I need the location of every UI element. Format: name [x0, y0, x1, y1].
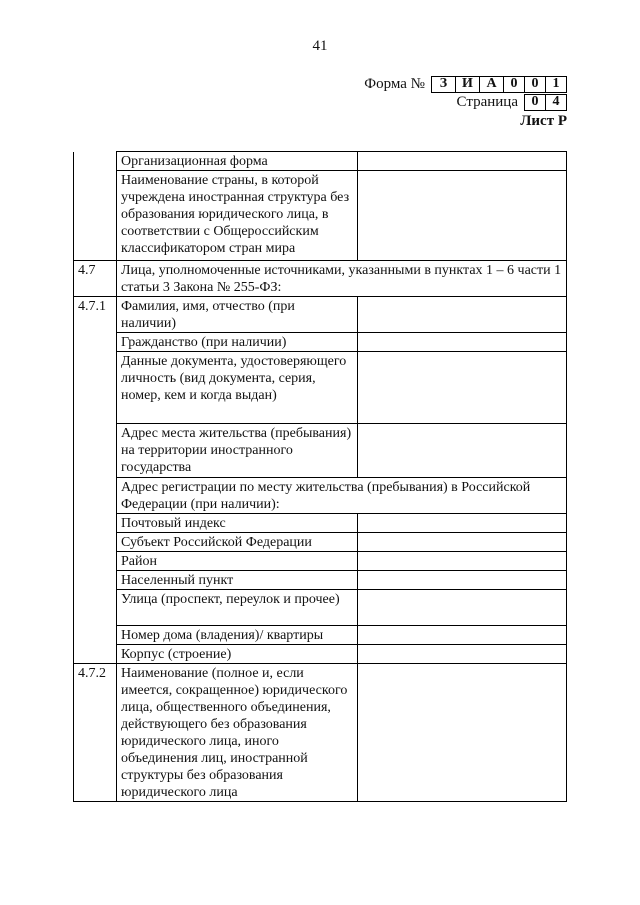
item-number: 4.7.1 — [74, 297, 117, 664]
item-number-cell — [74, 152, 117, 171]
field-label: Субъект Российской Федерации — [117, 533, 358, 552]
field-label: Улица (проспект, переулок и прочее) — [117, 590, 358, 626]
page-code-row — [307, 93, 567, 111]
table-row — [74, 352, 567, 424]
value-cell[interactable] — [358, 424, 567, 478]
form-header — [307, 75, 567, 130]
value-cell[interactable] — [358, 297, 567, 333]
form-number-row — [307, 75, 567, 93]
item-number: 4.7.2 — [74, 664, 117, 802]
value-cell[interactable] — [358, 571, 567, 590]
field-label: Адрес места жительства (пребывания) на территории иностранного государства — [117, 424, 358, 478]
field-label: Наименование страны, в которой учреждена иностранная структура без образования юридического лица, в соответствии с Общероссийским классификатором стран мира — [117, 171, 358, 261]
table-row — [74, 552, 567, 571]
page-number: 41 — [312, 38, 328, 54]
value-cell[interactable] — [358, 552, 567, 571]
value-cell[interactable] — [358, 152, 567, 171]
table-row — [74, 571, 567, 590]
subsection-heading: Адрес регистрации по месту жительства (пребывания) в Российской Федерации (при наличии): — [117, 478, 567, 514]
form-table — [73, 151, 567, 802]
field-label: Данные документа, удостоверяющего личность (вид документа, серия, номер, кем и когда выдан) — [117, 352, 358, 424]
section-heading: Лица, уполномоченные источниками, указанными в пунктах 1 – 6 части 1 статьи 3 Закона № 255-ФЗ: — [117, 261, 567, 297]
item-number: 4.7 — [74, 261, 117, 297]
form-code-cell: 0 — [525, 76, 546, 93]
form-code-cell: И — [456, 76, 480, 93]
table-row — [74, 333, 567, 352]
item-number-cell — [74, 171, 117, 261]
form-code-cell: 0 — [504, 76, 525, 93]
field-label: Гражданство (при наличии) — [117, 333, 358, 352]
table-row — [74, 590, 567, 626]
table-row — [74, 645, 567, 664]
form-code-cell: А — [480, 76, 504, 93]
page-code-cell: 4 — [546, 94, 567, 111]
table-row — [74, 171, 567, 261]
value-cell[interactable] — [358, 352, 567, 424]
table-row — [74, 626, 567, 645]
page-code-label: Страница — [456, 93, 518, 110]
table-row — [74, 514, 567, 533]
value-cell[interactable] — [358, 626, 567, 645]
value-cell[interactable] — [358, 664, 567, 802]
field-label: Корпус (строение) — [117, 645, 358, 664]
field-label: Номер дома (владения)/ квартиры — [117, 626, 358, 645]
value-cell[interactable] — [358, 514, 567, 533]
table-row — [74, 478, 567, 514]
form-code-cell: 1 — [546, 76, 567, 93]
value-cell[interactable] — [358, 645, 567, 664]
table-row — [74, 664, 567, 802]
value-cell[interactable] — [358, 171, 567, 261]
form-number-label: Форма № — [364, 75, 425, 92]
form-code-cells — [431, 76, 567, 93]
field-label: Организационная форма — [117, 152, 358, 171]
value-cell[interactable] — [358, 333, 567, 352]
table-row — [74, 297, 567, 333]
value-cell[interactable] — [358, 590, 567, 626]
table-row — [74, 424, 567, 478]
field-label: Фамилия, имя, отчество (при наличии) — [117, 297, 358, 333]
field-label: Район — [117, 552, 358, 571]
page-code-cells — [524, 94, 567, 111]
form-code-cell: З — [432, 76, 456, 93]
table-row — [74, 152, 567, 171]
field-label: Почтовый индекс — [117, 514, 358, 533]
sheet-label: Лист Р — [520, 113, 567, 129]
table-row — [74, 533, 567, 552]
value-cell[interactable] — [358, 533, 567, 552]
table-row — [74, 261, 567, 297]
field-label: Наименование (полное и, если имеется, сокращенное) юридического лица, общественного объединения, действующего без образования юридического лица, иного объединения лиц, иностранной структуры без образования юридического лица — [117, 664, 358, 802]
field-label: Населенный пункт — [117, 571, 358, 590]
page-code-cell: 0 — [525, 94, 546, 111]
